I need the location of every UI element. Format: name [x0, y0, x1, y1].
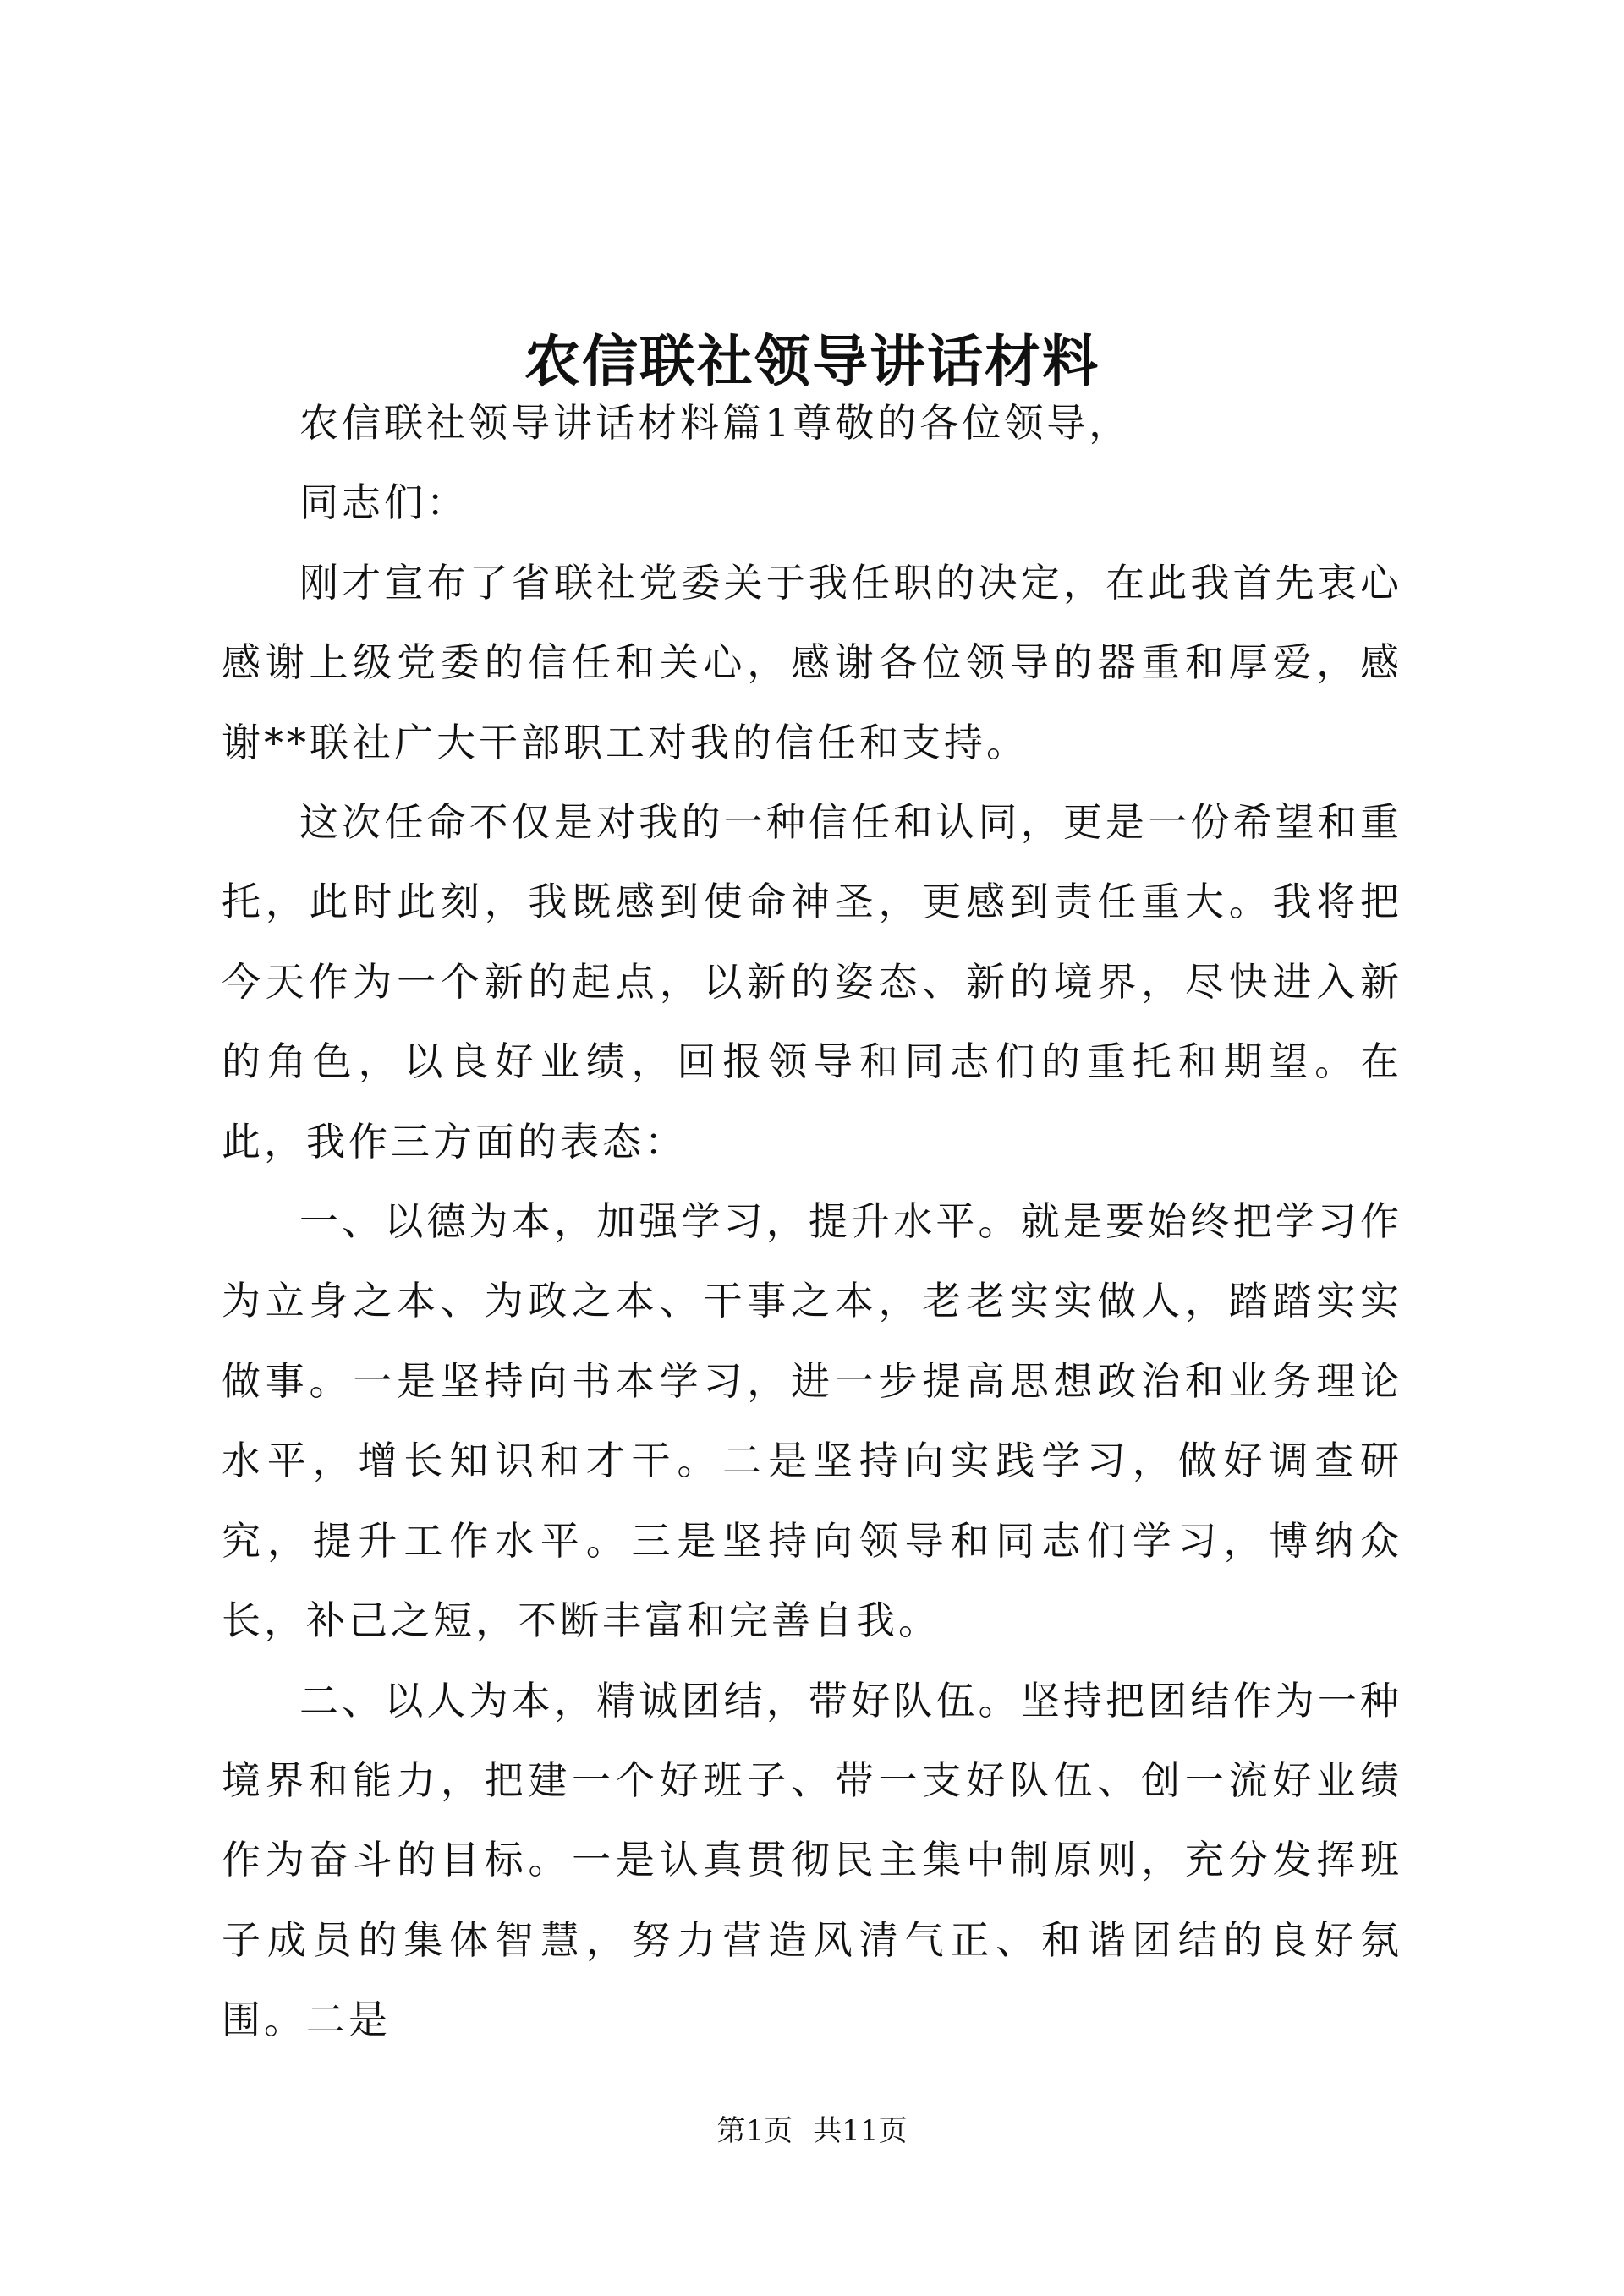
paragraph-point-one: 一、以德为本，加强学习，提升水平。就是要始终把学习作为立身之本、为政之本、干事之本，老老实实做人，踏踏实实做事。一是坚持向书本学习，进一步提高思想政治和业务理论水平，增长知识和才干。二是坚持向实践学习，做好调查研究，提升工作水平。三是坚持向领导和同志们学习，博纳众长，补己之短，不断丰富和完善自我。: [222, 1198, 1402, 1644]
document-body: [222, 383, 1402, 2060]
paragraph-appointment: 这次任命不仅是对我的一种信任和认同，更是一份希望和重托，此时此刻，我既感到使命神圣，更感到责任重大。我将把今天作为一个新的起点，以新的姿态、新的境界，尽快进入新的角色，以良好业绩，回报领导和同志们的重托和期望。在此，我作三方面的表态：: [222, 799, 1402, 1164]
paragraph-greeting: 农信联社领导讲话材料篇1尊敬的各位领导，: [299, 400, 1132, 446]
paragraph-salutation: 同志们：: [299, 479, 469, 526]
document-title: 农信联社领导讲话材料: [524, 328, 1100, 395]
paragraph-point-two: 二、以人为本，精诚团结，带好队伍。坚持把团结作为一种境界和能力，把建一个好班子、带一支好队伍、创一流好业绩作为奋斗的目标。一是认真贯彻民主集中制原则，充分发挥班子成员的集体智慧，努力营造风清气正、和谐团结的良好氛围。二是: [222, 1677, 1402, 2043]
page-total: 共11页: [813, 2114, 908, 2148]
paragraph-thanks: 刚才宣布了省联社党委关于我任职的决定，在此我首先衷心感谢上级党委的信任和关心，感谢各位领导的器重和厚爱，感谢**联社广大干部职工对我的信任和支持。: [222, 559, 1402, 765]
page-footer: [0, 2112, 1624, 2151]
page-number: 第1页: [716, 2114, 793, 2148]
